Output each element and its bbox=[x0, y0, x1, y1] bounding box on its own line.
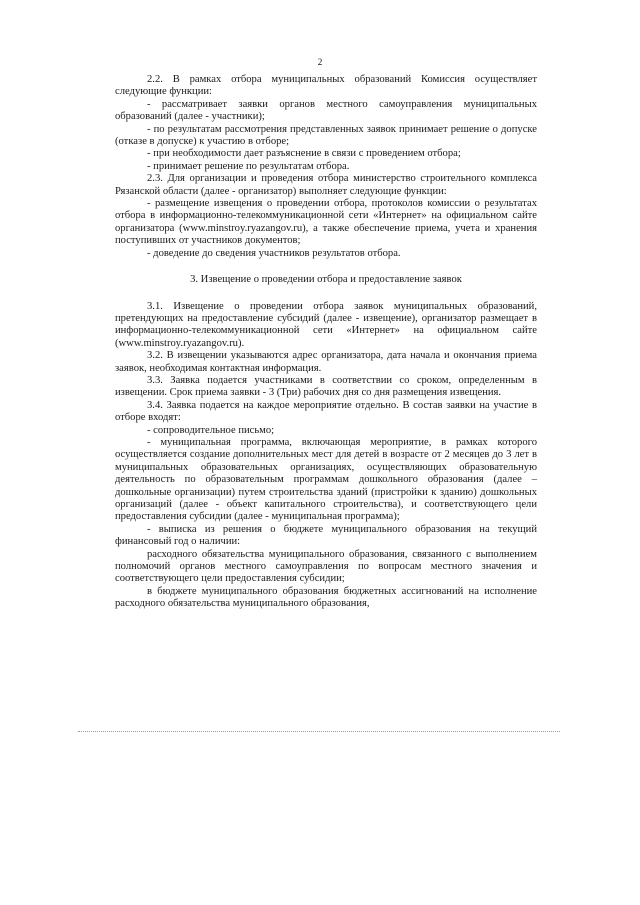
list-item: расходного обязательства муниципального образования, связанного с выполнением полномочий органов местного самоуправления по вопросам местного значения и соответствующего цели предоставления субсидии; bbox=[115, 548, 537, 585]
list-item: - по результатам рассмотрения представленных заявок принимает решение о допуске (отказе в допуске) к участию в отборе; bbox=[115, 123, 537, 148]
list-item: - сопроводительное письмо; bbox=[147, 424, 275, 436]
list-item: - принимает решение по результатам отбора. bbox=[147, 160, 350, 172]
paragraph-2-3: 2.3. Для организации и проведения отбора министерство строительного комплекса Рязанской области (далее - организатор) выполняет следующие функции: bbox=[115, 173, 537, 197]
list-item: - доведение до сведения участников результатов отбора. bbox=[147, 247, 401, 259]
list-item: в бюджете муниципального образования бюджетных ассигнований на исполнение расходного обязательства муниципального образования, bbox=[115, 585, 537, 610]
paragraph-2-2: 2.2. В рамках отбора муниципальных образований Комиссия осуществляет следующие функции: bbox=[115, 74, 537, 98]
document-body bbox=[115, 74, 537, 611]
footer-divider bbox=[78, 731, 560, 732]
list-item: - выписка из решения о бюджете муниципального образования на текущий финансовый год о наличии: bbox=[115, 523, 537, 548]
paragraph-3-4: 3.4. Заявка подается на каждое мероприятие отдельно. В состав заявки на участие в отборе входят: bbox=[115, 399, 537, 424]
page-number: 2 bbox=[317, 58, 323, 68]
list-item: - размещение извещения о проведении отбора, протоколов комиссии о результатах отбора в информационно-телекоммуникационной сети «Интернет» на официальном сайте организатора (www.minstroy.ryazangov.ru), а также обеспечение приема, учета и хранения поступивших от участников документов; bbox=[115, 198, 537, 247]
paragraph-3-1: 3.1. Извещение о проведении отбора заявок муниципальных образований, претендующих на предоставление субсидий (далее - извещение), организатор размещает в информационно-телекоммуникационной сети «Интернет» на официальном сайте (www.minstroy.ryazangov.ru). bbox=[115, 300, 537, 349]
paragraph-3-3: 3.3. Заявка подается участниками в соответствии со сроком, определенным в извещении. Срок приема заявки - 3 (Три) рабочих дня со дня размещения извещения. bbox=[115, 374, 537, 399]
section-3-heading: 3. Извещение о проведении отбора и предоставление заявок bbox=[190, 274, 462, 286]
list-item: - рассматривает заявки органов местного самоуправления муниципальных образований (далее - участники); bbox=[115, 98, 537, 123]
paragraph-3-2: 3.2. В извещении указываются адрес организатора, дата начала и окончания приема заявок, необходимая контактная информация. bbox=[115, 350, 537, 374]
list-item: - при необходимости дает разъяснение в связи с проведением отбора; bbox=[147, 148, 461, 160]
list-item: - муниципальная программа, включающая мероприятие, в рамках которого осуществляется создание дополнительных мест для детей в возрасте от 2 месяцев до 3 лет в муниципальных образовательных организациях, осуществляющих образовательную деятельность по образовательным программам дошкольного образования (далее – дошкольные организации) путем строительства зданий (пристройки к зданию) дошкольных организаций (далее - объект капитального строительства), и соответствующего цели предоставления субсидии (далее - муниципальная программа); bbox=[115, 436, 537, 523]
